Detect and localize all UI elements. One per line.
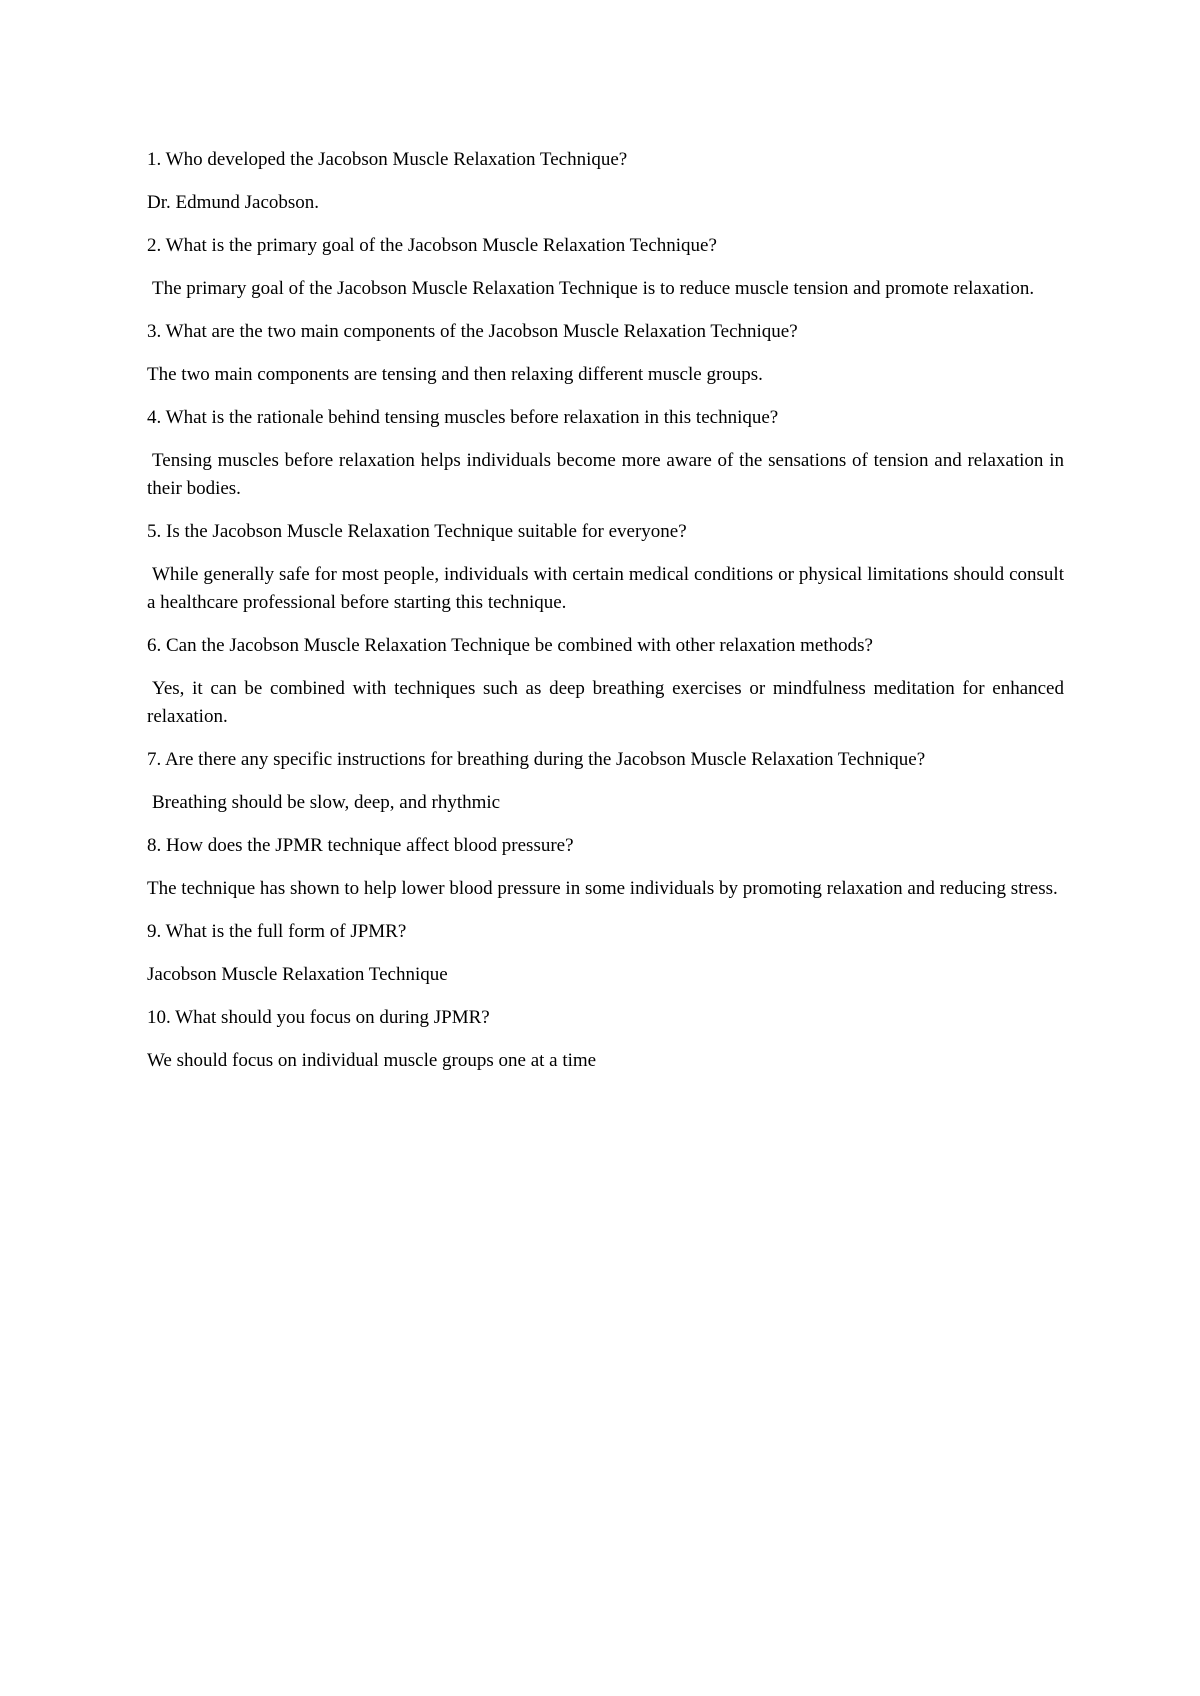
qa-item — [147, 146, 1064, 217]
answer-text: Jacobson Muscle Relaxation Technique — [147, 964, 448, 985]
answer-text: We should focus on individual muscle groups one at a time — [147, 1050, 597, 1071]
qa-list — [147, 146, 1064, 1090]
question-text: 10. What should you focus on during JPMR? — [147, 1007, 490, 1028]
qa-item — [147, 746, 1064, 817]
question-text: 5. Is the Jacobson Muscle Relaxation Technique suitable for everyone? — [147, 521, 687, 542]
answer-text: Breathing should be slow, deep, and rhythmic — [152, 792, 501, 813]
question-text: 9. What is the full form of JPMR? — [147, 921, 407, 942]
qa-item — [147, 518, 1064, 617]
question-text: 6. Can the Jacobson Muscle Relaxation Technique be combined with other relaxation methods? — [147, 635, 873, 656]
answer-text: Dr. Edmund Jacobson. — [147, 192, 320, 213]
qa-item — [147, 318, 1064, 389]
question-text: 7. Are there any specific instructions for breathing during the Jacobson Muscle Relaxation Technique? — [147, 749, 926, 770]
question-text: 1. Who developed the Jacobson Muscle Relaxation Technique? — [147, 149, 628, 170]
question-text: 2. What is the primary goal of the Jacobson Muscle Relaxation Technique? — [147, 235, 717, 256]
qa-item — [147, 1004, 1064, 1075]
answer-text: The primary goal of the Jacobson Muscle Relaxation Technique is to reduce muscle tension and promote relaxation. — [152, 278, 1035, 299]
answer-text: The technique has shown to help lower blood pressure in some individuals by promoting relaxation and reducing stress. — [147, 878, 1058, 899]
answer-text: Tensing muscles before relaxation helps individuals become more aware of the sensations of tension and relaxation in their bodies. — [147, 450, 1064, 499]
qa-item — [147, 232, 1064, 303]
qa-item — [147, 918, 1064, 989]
answer-text: While generally safe for most people, individuals with certain medical conditions or physical limitations should consult a healthcare professional before starting this technique. — [147, 564, 1064, 613]
qa-item — [147, 832, 1064, 903]
qa-item — [147, 632, 1064, 731]
question-text: 4. What is the rationale behind tensing muscles before relaxation in this technique? — [147, 407, 779, 428]
question-text: 8. How does the JPMR technique affect blood pressure? — [147, 835, 574, 856]
question-text: 3. What are the two main components of the Jacobson Muscle Relaxation Technique? — [147, 321, 798, 342]
answer-text: The two main components are tensing and then relaxing different muscle groups. — [147, 364, 763, 385]
answer-text: Yes, it can be combined with techniques such as deep breathing exercises or mindfulness meditation for enhanced relaxation. — [147, 678, 1064, 727]
qa-item — [147, 404, 1064, 503]
